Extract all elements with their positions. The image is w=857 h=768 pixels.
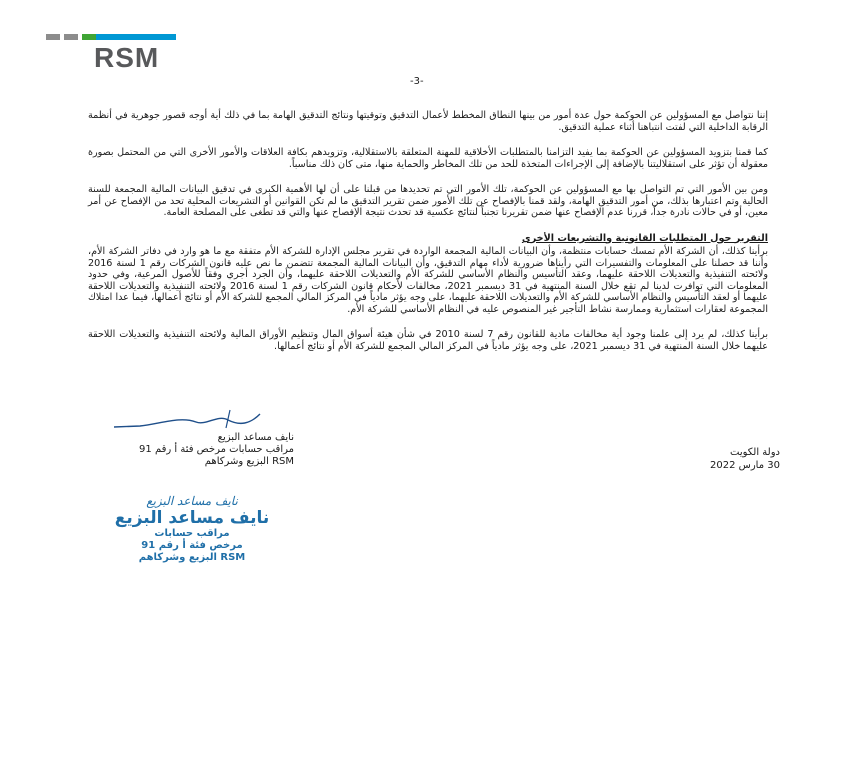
signatory-firm: RSM البزيع وشركاهم [204,456,294,467]
logo-bar-green [82,34,96,40]
stamp-firm: RSM البزيع وشركاهم [138,552,246,563]
signatory-block [84,432,294,468]
logo-bar-blue [96,34,176,40]
place: دولة الكويت [730,447,780,458]
signatory-title: مراقب حسابات مرخص فئة أ رقم 91 [139,444,294,455]
stamp-name: نايف مساعد البزيع [114,508,270,528]
rsm-logo [46,34,178,74]
paragraph-legal-requirements: برأينا كذلك، أن الشركة الأم تمسك حسابات منتظمة، وأن البيانات المالية المجمعة الواردة في تقرير مجلس الإدارة للشركة الأم متفقة مع ما هو وارد في دفاتر الشركة الأم، وأننا قد حصلنا على المعلومات والتفسيرات التي رأيناها ضرورية لأداء مهام التدقيق، وأن البيانات المالية المجمعة تتضمن ما نص عليه قانون الشركات رقم 1 لسنة 2016 ولائحته التنفيذية والتعديلات اللاحقة عليهما، وعقد التأسيس والنظام الأساسي للشركة الأم والتعديلات اللاحقة عليهما، وأن الجرد أجري وفقاً للأصول المرعية، وفي حدود المعلومات التي توافرت لدينا لم تقع خلال السنة المنتهية في 31 ديسمبر 2021، مخالفات لأحكام قانون الشركات رقم 1 لسنة 2016 ولائحته التنفيذية والتعديلات اللاحقة عليهما أو لعقد التأسيس والنظام الأساسي للشركة الأم والتعديلات اللاحقة عليهما، على وجه يؤثر مادياً في المركز المالي المجمع للشركة الأم أو نتائج أعمالها، فيما عدا امتلاك المجموعة لعقارات استثمارية وممارسة نشاط التأجير غير المنصوص عليه في النظام الأساسي للشركة الأم. [88,246,768,315]
auditor-stamp [92,494,292,564]
place-date-block [690,446,780,472]
signatory-name: نايف مساعد البزيع [217,432,294,443]
logo-bar-grey-1 [46,34,60,40]
report-body [88,110,768,366]
section-heading: التقرير حول المتطلبات القانونية والتشريعات الأخرى [521,232,768,244]
stamp-handwritten-name: نايف مساعد البزيع [146,494,238,508]
paragraph-independence: كما قمنا بتزويد المسؤولين عن الحوكمة بما يفيد التزامنا بالمتطلبات الأخلاقية للمهنة المتعلقة بالاستقلالية، وتزويدهم بكافة العلاقات والأمور الأخرى التي من المحتمل بصورة معقولة أن تؤثر على استقلاليتنا بالإضافة إلى الإجراءات المتخذة للحد من تلك المخاطر والحماية منها، متى كان ذلك مناسباً. [88,147,768,170]
date: 30 مارس 2022 [710,460,780,471]
paragraph-governance-communication: إننا نتواصل مع المسؤولين عن الحوكمة حول عدة أمور من بينها النطاق المخطط لأعمال التدقيق وتوقيتها ونتائج التدقيق الهامة بما في ذلك أية أوجه قصور جوهرية في أنظمة الرقابة الداخلية التي لفتت انتباهنا أثناء عملية التدقيق. [88,110,768,133]
stamp-license: مرخص فئة أ رقم 91 [141,540,243,551]
page-number: -3- [410,76,424,87]
paragraph-key-audit-matters: ومن بين الأمور التي تم التواصل بها مع المسؤولين عن الحوكمة، تلك الأمور التي تم تحديدها من قبلنا على أن لها الأهمية الكبرى في تدقيق البيانات المالية المجمعة للسنة الحالية وتم اعتبارها بذلك، من أمور التدقيق الهامة، ولقد قمنا بالإفصاح عن تلك الأمور ضمن تقرير التدقيق ما لم تكن القوانين أو التشريعات المحلية تحد من الإفصاح عن أمر معين، أو في حالات نادرة جداً، قررنا عدم الإفصاح عنها ضمن تقريرنا تجنباً لنتائج عكسية قد تحدث نتيجة الإفصاح عنها والتي قد تطغى على المصلحة العامة. [88,184,768,218]
logo-bar-grey-2 [64,34,78,40]
logo-text: RSM [94,42,160,73]
stamp-title: مراقب حسابات [154,528,230,539]
handwritten-signature [110,408,270,432]
paragraph-cma-law: برأينا كذلك، لم يرد إلى علمنا وجود أية مخالفات مادية للقانون رقم 7 لسنة 2010 في شأن هيئة أسواق المال وتنظيم الأوراق المالية ولائحته التنفيذية والتعديلات اللاحقة عليهما خلال السنة المنتهية في 31 ديسمبر 2021، على وجه يؤثر مادياً في المركز المالي المجمع للشركة الأم أو نتائج أعمالها. [88,329,768,352]
